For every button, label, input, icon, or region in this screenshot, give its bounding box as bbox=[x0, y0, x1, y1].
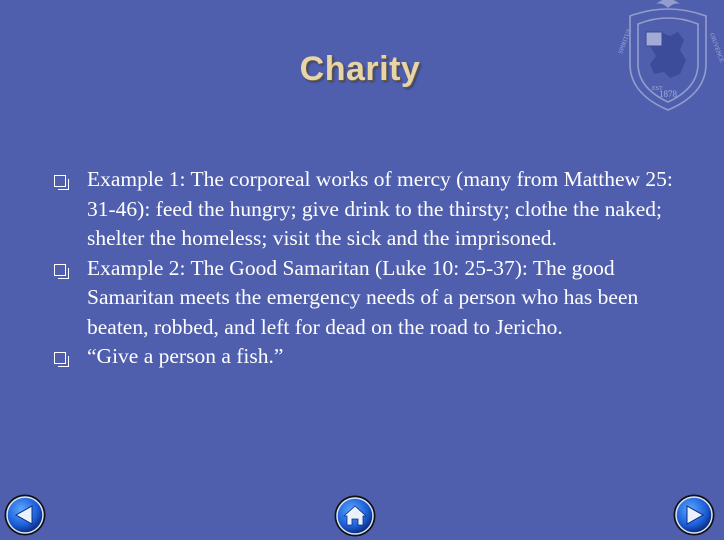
bullet-item bbox=[52, 342, 682, 372]
crest-motto-left: SPIRITUS bbox=[618, 28, 633, 55]
crest-year: 1878 bbox=[659, 89, 677, 99]
bullet-item bbox=[52, 254, 682, 343]
square-bullet-icon bbox=[54, 175, 66, 187]
square-bullet-icon bbox=[54, 352, 66, 364]
home-button[interactable] bbox=[333, 494, 377, 538]
bullet-item bbox=[52, 165, 682, 254]
bullet-list bbox=[52, 165, 682, 372]
square-bullet-icon bbox=[54, 264, 66, 276]
right-arrow-icon bbox=[672, 493, 716, 537]
crest-motto-mid: EST bbox=[652, 86, 663, 92]
bullet-text: Example 1: The corporeal works of mercy (many from Matthew 25: 31-46): feed the hungry; give drink to the thirsty; clothe the naked; shelter the homeless; visit the sick and the imprisoned. bbox=[87, 167, 673, 250]
slide-title: Charity bbox=[299, 50, 421, 88]
crest-motto-right: OIUVENCE bbox=[708, 32, 724, 64]
bullet-text: Example 2: The Good Samaritan (Luke 10: 25-37): The good Samaritan meets the emergency needs of a person who has been beaten, robbed, and left for dead on the road to Jericho. bbox=[87, 255, 639, 339]
home-icon bbox=[333, 494, 377, 538]
previous-slide-button[interactable] bbox=[3, 493, 47, 537]
left-arrow-icon bbox=[3, 493, 47, 537]
next-slide-button[interactable] bbox=[672, 493, 716, 537]
bullet-text: “Give a person a fish.” bbox=[87, 344, 284, 368]
